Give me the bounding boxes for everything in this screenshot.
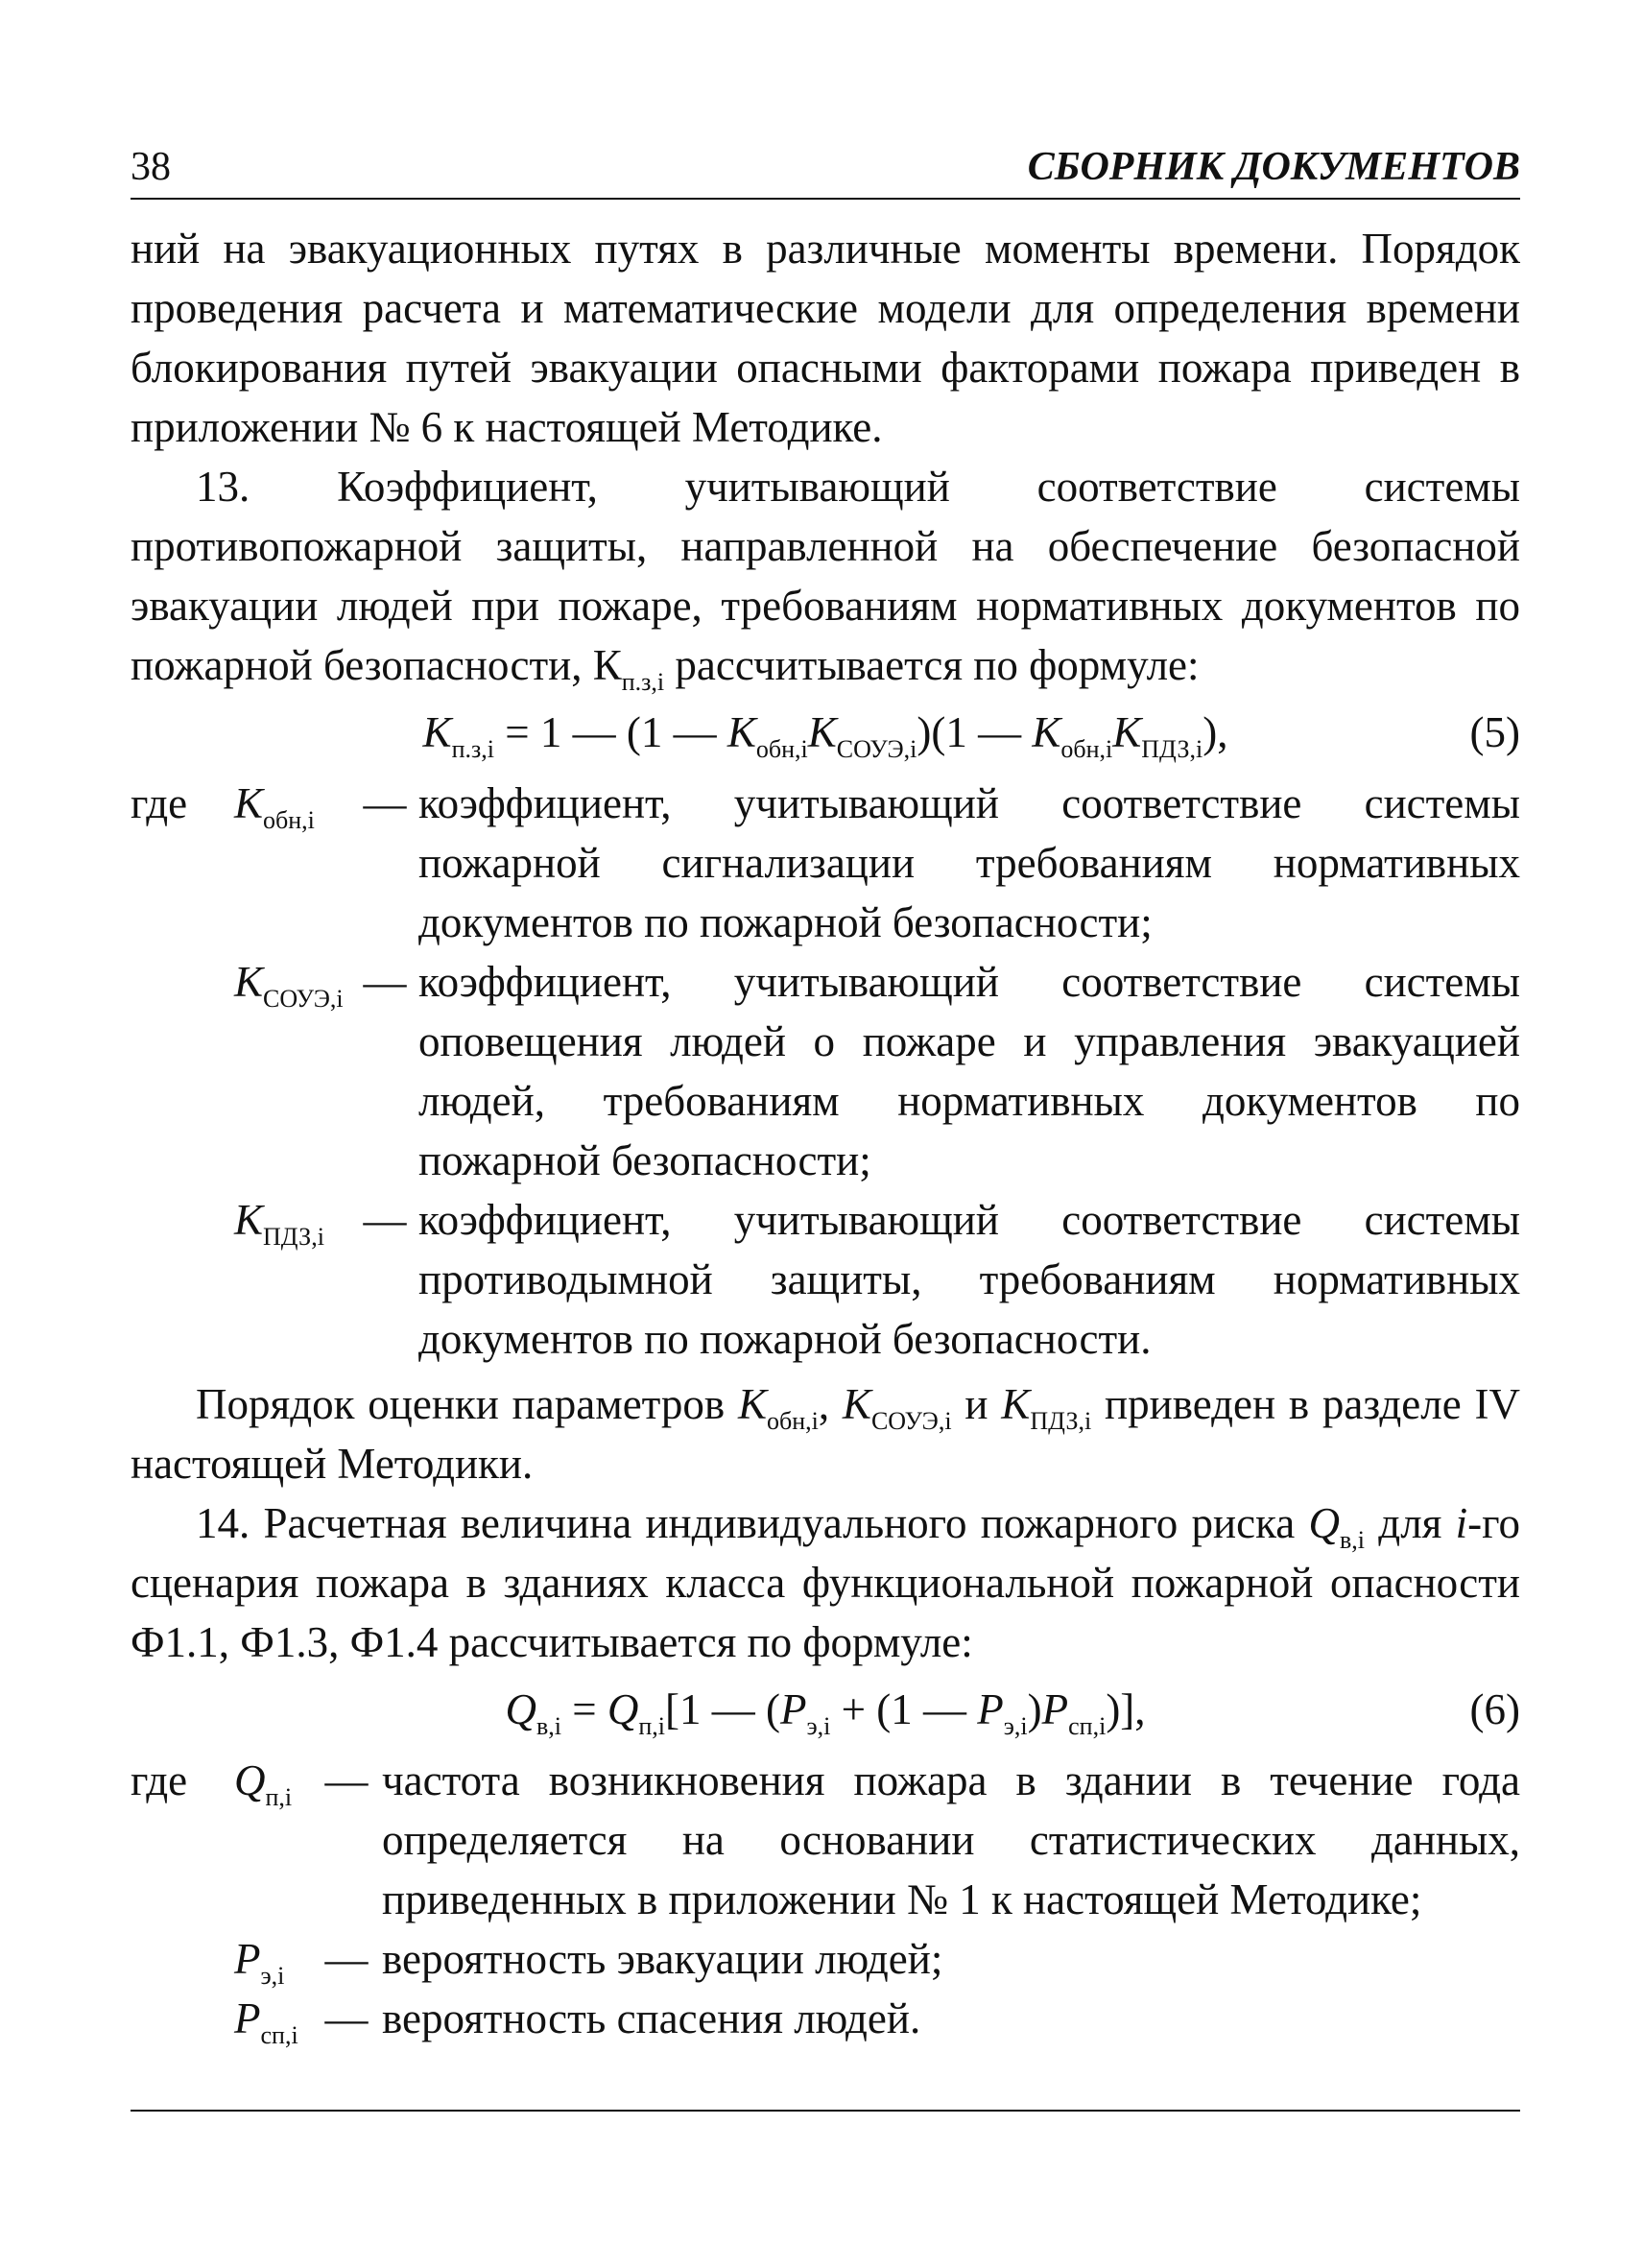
definition-item <box>131 1989 1520 2048</box>
equation-6-formula: $Q_{в,i} = Q_{п,i}[1$ — ($P_{э,i} + (1$ — $P_{э,i})P_{сп,i}$)], <box>505 1685 1146 1740</box>
equation-5-formula: $K_{п.з,i} = 1$ — (1 — $K_{обн,i}K_{СОУЭ,i})(1$ — $K_{обн,i}K_{ПДЗ,i}$), <box>422 708 1228 763</box>
definition-symbol: $P_{э,i}$ <box>234 1935 285 1990</box>
definition-dash: — <box>324 1935 369 1983</box>
running-header <box>131 144 1520 200</box>
page-number: 38 <box>131 145 171 189</box>
definitions-5 <box>131 774 1520 1369</box>
where-label: где <box>131 779 188 827</box>
definition-text: вероятность спасения людей. <box>382 1994 921 2042</box>
definition-dash: — <box>324 1994 369 2042</box>
paragraph-continuation: ний на эвакуационных путях в различные моменты времени. Порядок проведения расчета и математические модели для определения времени блокирования путей эвакуации опасными факторами пожара приведен в приложении № 6 к настоящей Методике. <box>131 225 1520 451</box>
footer-rule <box>131 2110 1520 2112</box>
definition-text: коэффициент, учитывающий соответствие системы оповещения людей о пожаре и управления эвакуацией людей, требованиям нормативных документов по пожарной безопасности; <box>418 958 1520 1184</box>
equation-5-number: (5) <box>1469 708 1520 756</box>
definition-item <box>131 952 1520 1190</box>
definition-dash: — <box>363 958 407 1006</box>
definitions-6 <box>131 1751 1520 2048</box>
definition-symbol: $Q_{п,i}$ <box>234 1756 293 1811</box>
equation-5 <box>131 701 1520 764</box>
paragraph-parameters: Порядок оценки параметров $K_{обн,i}$, $K_{СОУЭ,i}$ и $K_{ПДЗ,i}$ приведен в разделе IV настоящей Методики. <box>131 1380 1520 1488</box>
where-label: где <box>131 1756 188 1804</box>
definition-text: коэффициент, учитывающий соответствие системы пожарной сигнализации требованиям нормативных документов по пожарной безопасности; <box>418 779 1520 946</box>
definition-dash: — <box>324 1756 369 1804</box>
paragraph-13: 13. Коэффициент, учитывающий соответствие системы противопожарной защиты, направленной на обеспечение безопасной эвакуации людей при пожаре, требованиям нормативных документов по пожарной безопасности, $К_{п.з,i}$ рассчитывается по формуле: <box>131 463 1520 696</box>
header-title: СБОРНИК ДОКУМЕНТОВ <box>1027 145 1520 189</box>
paragraph-14: 14. Расчетная величина индивидуального пожарного риска $Q_{в,i}$ для i-го сценария пожара в зданиях класса функциональной пожарной опасности Ф1.1, Ф1.3, Ф1.4 рассчитывается по формуле: <box>131 1499 1520 1666</box>
definition-item <box>131 1929 1520 1989</box>
definition-item <box>131 1190 1520 1369</box>
definition-symbol: $K_{СОУЭ,i}$ <box>234 958 344 1013</box>
definition-text: вероятность эвакуации людей; <box>382 1935 943 1983</box>
definition-dash: — <box>363 779 407 827</box>
definition-text: коэффициент, учитывающий соответствие системы противодымной защиты, требованиям нормативных документов по пожарной безопасности. <box>418 1196 1520 1363</box>
equation-6-number: (6) <box>1469 1685 1520 1733</box>
definition-item <box>131 774 1520 952</box>
definition-dash: — <box>363 1196 407 1244</box>
definition-item <box>131 1751 1520 1929</box>
definition-text: частота возникновения пожара в здании в течение года определяется на основании статистических данных, приведенных в приложении № 1 к настоящей Методике; <box>382 1756 1520 1923</box>
definition-symbol: $K_{обн,i}$ <box>234 779 315 834</box>
equation-6 <box>131 1678 1520 1741</box>
definition-symbol: $K_{ПДЗ,i}$ <box>234 1196 324 1251</box>
definition-symbol: $P_{сп,i}$ <box>234 1994 298 2049</box>
body-text <box>131 219 1520 2054</box>
